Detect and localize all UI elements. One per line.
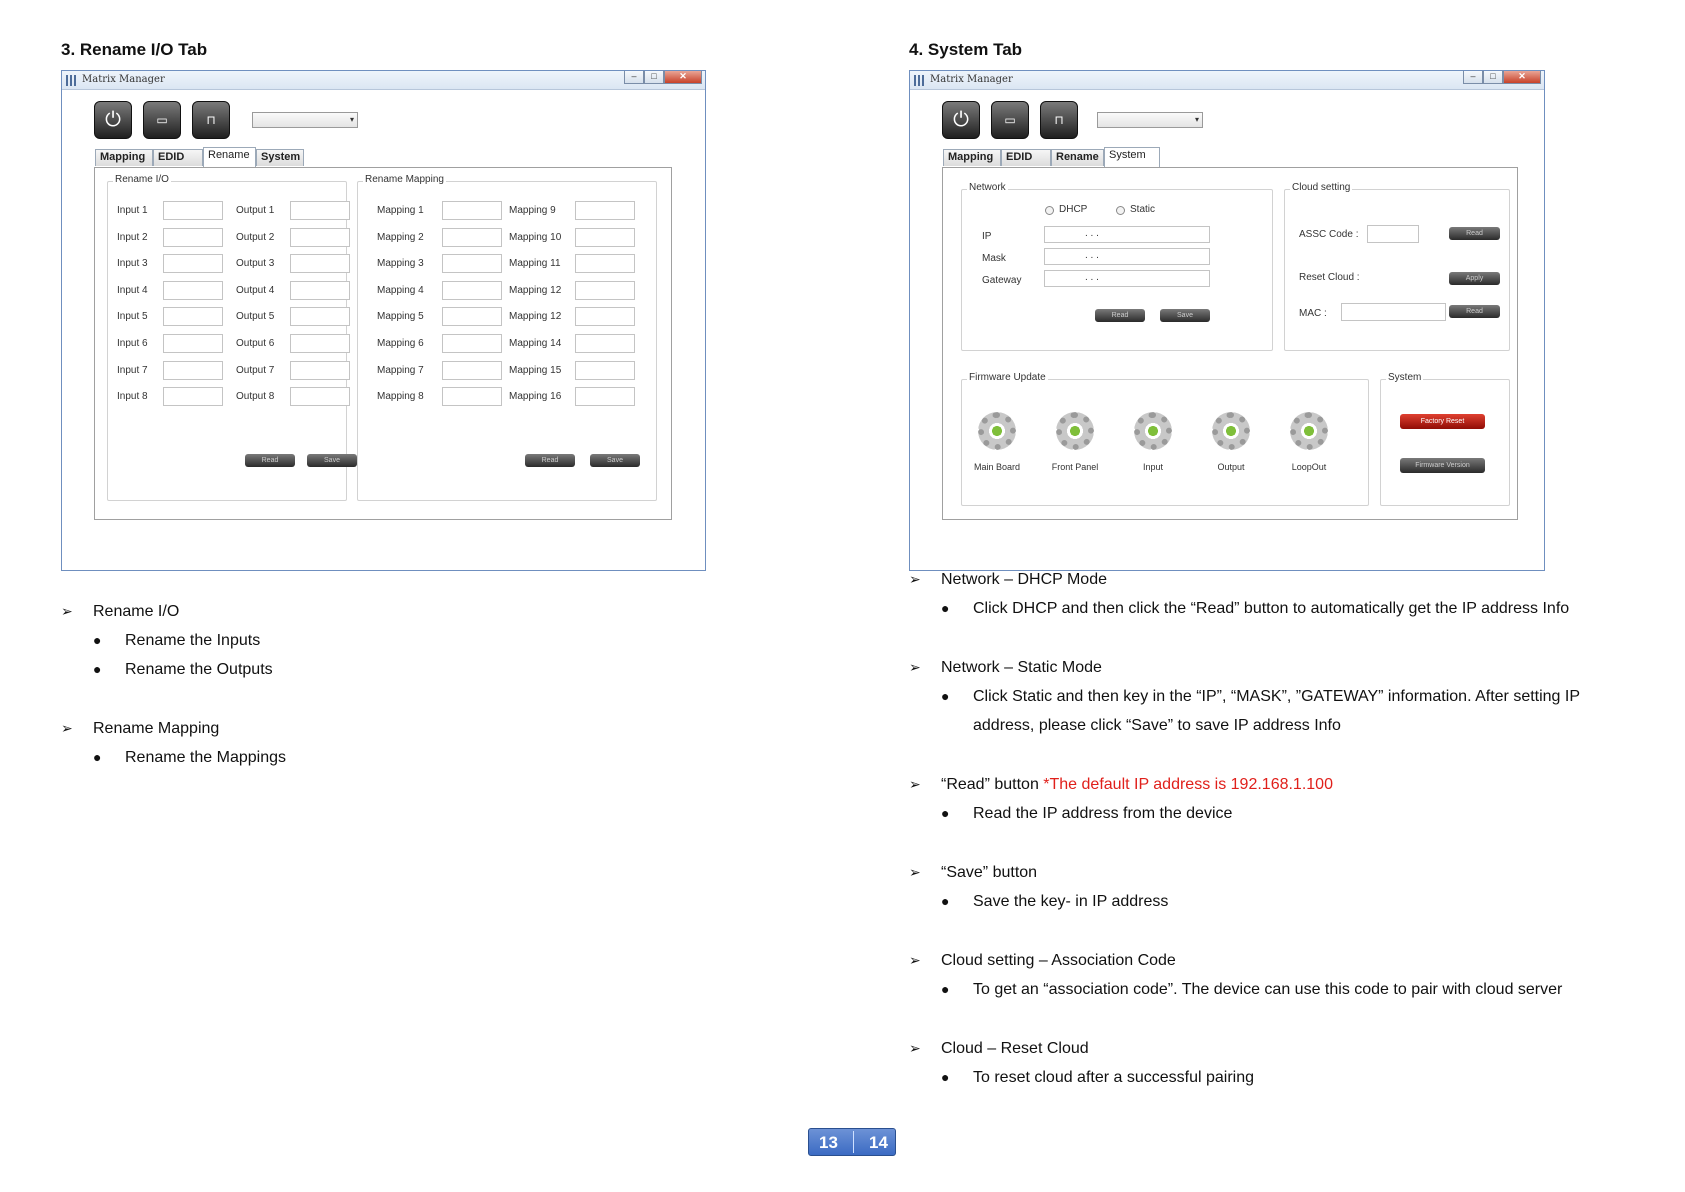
rename-mapping-title: Rename Mapping [365, 174, 444, 185]
bullet-heading-text: Rename Mapping [93, 720, 220, 737]
bullet-heading-text: Cloud setting – Association Code [941, 952, 1176, 969]
mapping-label: Mapping 8 [377, 391, 424, 403]
arrow-bullet-icon: ➢ [909, 864, 921, 880]
mapping-label: Mapping 1 [377, 205, 424, 216]
input-name-field[interactable] [163, 361, 223, 380]
dot-bullet-icon: ● [941, 1069, 950, 1085]
tab-edid[interactable]: EDID [1001, 149, 1051, 166]
dhcp-radio[interactable] [1045, 206, 1054, 215]
bullet-heading-text: “Save” button [941, 864, 1038, 881]
bullet-item-text: To get an “association code”. The device can use this code to pair with cloud server [973, 981, 1563, 998]
gear-icon[interactable] [1134, 412, 1172, 450]
output-label: Output 8 [236, 391, 275, 403]
dot-bullet-icon: ● [941, 893, 950, 909]
bullet-heading [61, 603, 761, 623]
mapping-save-button[interactable]: Save [590, 454, 640, 467]
matrix-manager-window-system [909, 70, 1545, 571]
arrow-bullet-icon: ➢ [61, 603, 73, 619]
maximize-icon[interactable]: □ [1483, 71, 1503, 84]
tab-mapping[interactable]: Mapping [943, 149, 1001, 166]
assc-code-label: ASSC Code : [1299, 229, 1359, 240]
dot-bullet-icon: ● [941, 688, 950, 704]
mapping-name-field[interactable] [442, 361, 502, 380]
output-name-field[interactable] [290, 387, 350, 406]
mask-label: Mask [982, 253, 1006, 264]
mapping-name-field[interactable] [442, 307, 502, 326]
bullet-heading [909, 776, 1609, 796]
static-label: Static [1130, 204, 1156, 215]
network-save-button[interactable]: Save [1160, 309, 1210, 322]
network-title: Network [969, 182, 1006, 193]
gear-icon[interactable] [978, 412, 1016, 450]
close-icon[interactable]: ✕ [1503, 71, 1541, 84]
output-label: Output 1 [236, 205, 275, 216]
tab-edid[interactable]: EDID [153, 149, 203, 166]
power-icon[interactable]: ⏻ [94, 101, 132, 139]
output-label: Output 3 [236, 258, 275, 270]
firmware-item-label: Output [1217, 462, 1245, 472]
mac-read-button[interactable]: Read [1449, 305, 1500, 318]
mapping-label: Mapping 3 [377, 258, 424, 270]
mapping-label: Mapping 12 [509, 311, 562, 323]
input-name-field[interactable] [163, 281, 223, 300]
mapping-name-field[interactable] [442, 228, 502, 247]
gear-icon[interactable] [1290, 412, 1328, 450]
firmware-item-label: Main Board [973, 462, 1021, 472]
dot-bullet-icon: ● [941, 805, 950, 821]
mapping-name-field[interactable] [575, 201, 635, 220]
input-label: Input 2 [117, 231, 148, 243]
section-title-system: 4. System Tab [909, 40, 1023, 59]
window-title: Matrix Manager [930, 74, 1013, 85]
window-titlebar [62, 71, 705, 90]
app-icon [914, 75, 926, 86]
rename-io-title: Rename I/O [115, 174, 169, 185]
firmware-item-label: LoopOut [1291, 462, 1327, 472]
section-title-rename-io: 3. Rename I/O Tab [61, 40, 208, 59]
bullet-item [941, 1069, 1641, 1089]
mapping-label: Mapping 15 [509, 364, 562, 376]
mapping-label: Mapping 6 [377, 338, 424, 349]
system-panel [942, 167, 1518, 520]
bullet-item-text: address, please click “Save” to save IP address Info [973, 717, 1341, 734]
bullet-item [93, 661, 793, 681]
bullet-item-text: To reset cloud after a successful pairing [973, 1069, 1255, 1086]
mapping-name-field[interactable] [575, 307, 635, 326]
minimize-icon[interactable]: – [1463, 71, 1483, 84]
mapping-name-field[interactable] [442, 254, 502, 273]
gateway-field[interactable]: . . . [1044, 270, 1210, 287]
input-label: Input 7 [117, 364, 148, 376]
bullet-item-text: Rename the Outputs [125, 661, 273, 678]
dhcp-label: DHCP [1059, 204, 1088, 215]
bullet-item [93, 749, 793, 769]
dot-bullet-icon: ● [93, 632, 102, 648]
bullet-heading-text: Network – Static Mode [941, 659, 1102, 676]
firmware-title: Firmware Update [969, 372, 1046, 383]
assc-read-button[interactable]: Read [1449, 227, 1500, 240]
mapping-name-field[interactable] [575, 387, 635, 406]
input-label: Input 8 [117, 391, 148, 403]
cloud-title: Cloud setting [1292, 182, 1351, 193]
output-name-field[interactable] [290, 228, 350, 247]
mapping-label: Mapping 12 [509, 284, 562, 296]
output-label: Output 7 [236, 364, 275, 376]
bullet-item-text: Click DHCP and then click the “Read” button to automatically get the IP address Info [973, 600, 1570, 617]
network-read-button[interactable]: Read [1095, 309, 1145, 322]
bullet-heading [909, 571, 1609, 591]
bullet-heading [909, 1040, 1609, 1060]
tab-rename[interactable]: Rename [203, 147, 256, 167]
mapping-label: Mapping 4 [377, 284, 424, 296]
mapping-name-field[interactable] [442, 201, 502, 220]
firmware-item-label: Input [1142, 462, 1164, 472]
bullet-heading [61, 720, 761, 740]
dot-bullet-icon: ● [93, 661, 102, 677]
mac-label: MAC : [1299, 308, 1327, 319]
serial-port-icon[interactable]: ▭ [143, 101, 181, 139]
output-label: Output 4 [236, 284, 275, 296]
window-title: Matrix Manager [82, 74, 165, 85]
gateway-label: Gateway [982, 275, 1022, 286]
mapping-name-field[interactable] [575, 361, 635, 380]
bullet-item-text: Rename the Mappings [125, 749, 286, 766]
output-name-field[interactable] [290, 361, 350, 380]
input-name-field[interactable] [163, 228, 223, 247]
firmware-item-label: Front Panel [1051, 462, 1099, 472]
tab-system[interactable]: System [1104, 147, 1160, 167]
output-name-field[interactable] [290, 281, 350, 300]
arrow-bullet-icon: ➢ [61, 720, 73, 736]
output-label: Output 2 [236, 231, 275, 243]
tab-rename[interactable]: Rename [1051, 149, 1104, 166]
bullet-item-text: Save the key- in IP address [973, 893, 1169, 910]
bullet-item [941, 981, 1641, 1001]
system-title: System [1388, 372, 1422, 383]
mapping-name-field[interactable] [442, 281, 502, 300]
tab-mapping[interactable]: Mapping [95, 149, 153, 166]
mapping-name-field[interactable] [575, 281, 635, 300]
output-name-field[interactable] [290, 334, 350, 353]
mapping-label: Mapping 11 [509, 258, 561, 270]
window-titlebar [910, 71, 1544, 90]
bullet-item-text: Click Static and then key in the “IP”, “MASK”, ”GATEWAY” information. After setting IP [973, 688, 1581, 705]
output-label: Output 6 [236, 338, 275, 349]
bullet-heading [909, 864, 1609, 884]
power-icon[interactable]: ⏻ [942, 101, 980, 139]
input-name-field[interactable] [163, 387, 223, 406]
mapping-label: Mapping 2 [377, 231, 424, 243]
input-label: Input 5 [117, 311, 148, 323]
mapping-name-field[interactable] [575, 334, 635, 353]
minimize-icon[interactable]: – [624, 71, 644, 84]
bullet-heading [909, 952, 1609, 972]
input-label: Input 4 [117, 284, 148, 296]
bullet-heading-text: “Read” button *The default IP address is 192.168.1.100 [941, 776, 1333, 793]
mapping-label: Mapping 5 [377, 311, 424, 323]
bullet-item [941, 805, 1641, 825]
gear-icon[interactable] [1056, 412, 1094, 450]
firmware-version-button[interactable]: Firmware Version [1400, 458, 1485, 473]
matrix-manager-window-rename [61, 70, 706, 571]
close-icon[interactable]: ✕ [664, 71, 702, 84]
mapping-label: Mapping 9 [509, 205, 556, 216]
bullet-item-text: Rename the Inputs [125, 632, 261, 649]
gear-icon[interactable] [1212, 412, 1250, 450]
bullet-item-text: Read the IP address from the device [973, 805, 1233, 822]
bullet-item [941, 600, 1641, 620]
assc-code-field[interactable] [1367, 225, 1419, 243]
arrow-bullet-icon: ➢ [909, 776, 921, 792]
mapping-label: Mapping 7 [377, 364, 424, 376]
bullet-heading-text: Network – DHCP Mode [941, 571, 1107, 588]
input-name-field[interactable] [163, 334, 223, 353]
tab-system[interactable]: System [256, 149, 304, 166]
mapping-label: Mapping 10 [509, 231, 562, 243]
page-divider [853, 1131, 854, 1153]
page-number-badge [808, 1128, 896, 1156]
mac-field[interactable] [1341, 303, 1446, 321]
factory-reset-button[interactable]: Factory Reset [1400, 414, 1485, 429]
page-number-right: 14 [869, 1133, 888, 1152]
dot-bullet-icon: ● [93, 749, 102, 765]
page-number-left: 13 [819, 1133, 838, 1152]
mapping-name-field[interactable] [442, 387, 502, 406]
device-select[interactable]: ▾ [1097, 112, 1203, 128]
input-name-field[interactable] [163, 254, 223, 273]
arrow-bullet-icon: ➢ [909, 1040, 921, 1056]
arrow-bullet-icon: ➢ [909, 659, 921, 675]
input-label: Input 3 [117, 258, 148, 270]
bullet-heading-text: Rename I/O [93, 603, 180, 620]
mapping-name-field[interactable] [442, 334, 502, 353]
network-port-icon[interactable]: ⊓ [192, 101, 230, 139]
ip-label: IP [982, 231, 992, 242]
bullet-heading-text: Cloud – Reset Cloud [941, 1040, 1089, 1057]
device-select[interactable]: ▾ [252, 112, 358, 128]
bullet-heading [909, 659, 1609, 679]
maximize-icon[interactable]: □ [644, 71, 664, 84]
ip-field[interactable]: . . . [1044, 226, 1210, 243]
bullet-item [93, 632, 793, 652]
input-name-field[interactable] [163, 307, 223, 326]
cloud-apply-button[interactable]: Apply [1449, 272, 1500, 285]
mapping-name-field[interactable] [575, 228, 635, 247]
input-label: Input 6 [117, 338, 148, 349]
input-label: Input 1 [117, 205, 148, 216]
cloud-group [1284, 189, 1510, 351]
arrow-bullet-icon: ➢ [909, 571, 921, 587]
reset-cloud-label: Reset Cloud : [1299, 272, 1360, 283]
dot-bullet-icon: ● [941, 600, 950, 616]
static-radio[interactable] [1116, 206, 1125, 215]
mapping-name-field[interactable] [575, 254, 635, 273]
mapping-label: Mapping 14 [509, 338, 562, 349]
network-port-icon[interactable]: ⊓ [1040, 101, 1078, 139]
io-read-button[interactable]: Read [245, 454, 295, 467]
bullet-item [941, 688, 1641, 708]
default-ip-note: *The default IP address is 192.168.1.100 [1043, 776, 1333, 793]
dot-bullet-icon: ● [941, 981, 950, 997]
mapping-read-button[interactable]: Read [525, 454, 575, 467]
bullet-item [941, 893, 1641, 913]
system-group [1380, 379, 1510, 506]
input-name-field[interactable] [163, 201, 223, 220]
arrow-bullet-icon: ➢ [909, 952, 921, 968]
bullet-item [941, 717, 1641, 737]
mapping-label: Mapping 16 [509, 391, 562, 403]
app-icon [66, 75, 78, 86]
serial-port-icon[interactable]: ▭ [991, 101, 1029, 139]
tab-bar [943, 147, 1173, 167]
rename-panel [94, 167, 672, 520]
mask-field[interactable]: . . . [1044, 248, 1210, 265]
output-name-field[interactable] [290, 307, 350, 326]
tab-bar [95, 147, 315, 167]
io-save-button[interactable]: Save [307, 454, 357, 467]
output-name-field[interactable] [290, 254, 350, 273]
output-name-field[interactable] [290, 201, 350, 220]
output-label: Output 5 [236, 311, 275, 323]
